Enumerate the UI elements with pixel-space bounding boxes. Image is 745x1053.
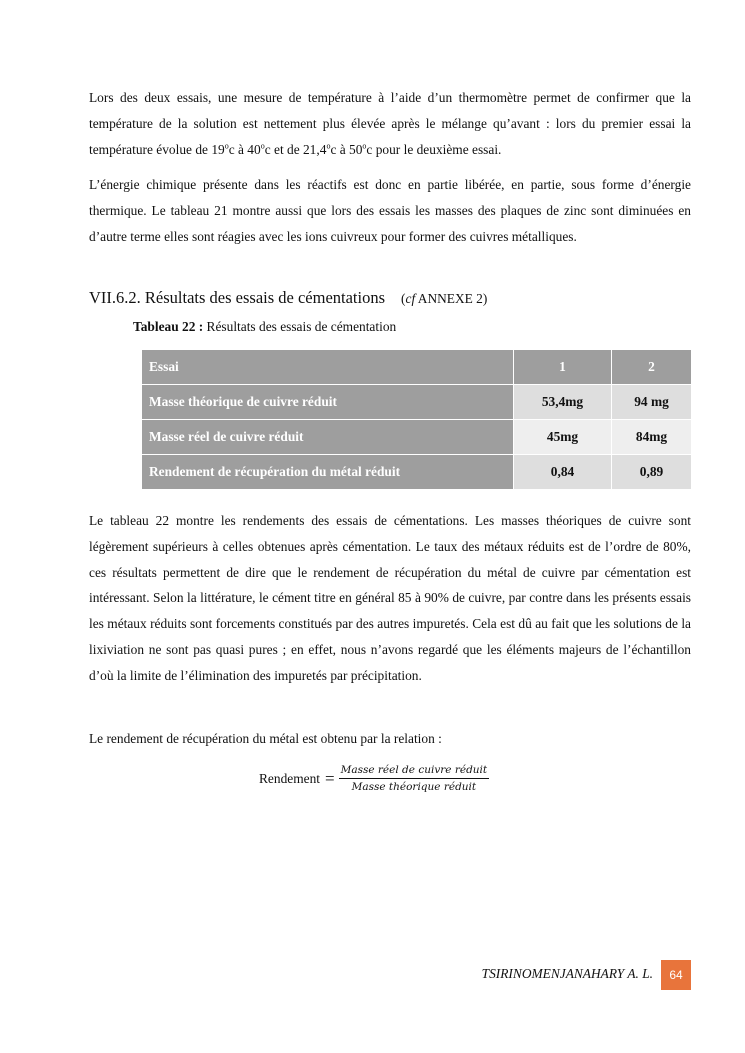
table-row (142, 455, 692, 490)
section-heading (89, 288, 487, 308)
paragraph-text: c à 50 (330, 141, 363, 157)
section-title: VII.6.2. Résultats des essais de cémentations (89, 288, 386, 307)
paragraph-energy: L’énergie chimique présente dans les réactifs est donc en partie libérée, en partie, sous forme d’énergie thermique. Le tableau 21 montre aussi que lors des essais les masses des plaques de zinc sont diminuées en d’autre terme elles sont réagies avec les ions cuivreux pour former des cuivres métalliques. (89, 177, 691, 244)
degree-mark: o (362, 141, 367, 151)
paragraph-text: c pour le deuxième essai. (366, 141, 502, 157)
caption-text: Résultats des essais de cémentation (203, 319, 397, 334)
paragraph-discussion: Le tableau 22 montre les rendements des essais de cémentations. Les masses théoriques de cuivre sont légèrement supérieurs à celles obtenues après cémentation. Le taux des métaux réduits est de l’ordre de 80%, ces résultats permettent de dire que le rendement de récupération du métal de cuivre par cémentation est intéressant. Selon la littérature, le cément titre en général 85 à 90% de cuivre, par contre dans les présents essais les métaux réduits sont forcements constitués par des autres impuretés. Cela est dû au fait que les solutions de la lixiviation ne sont pas quasi pures ; en effet, nous n’avons regardé que les éléments majeurs de l’échantillon d’où la limite de l’élimination des impuretés par précipitation. (89, 513, 691, 683)
row-value-essai-1: 0,84 (514, 455, 612, 490)
paragraph-temperature (89, 85, 691, 162)
header-cell-essai: Essai (142, 350, 514, 385)
paragraph-formula-intro: Le rendement de récupération du métal est obtenu par la relation : (89, 731, 442, 746)
degree-mark: o (224, 141, 229, 151)
row-value-essai-2: 84mg (612, 420, 692, 455)
row-label: Masse théorique de cuivre réduit (142, 385, 514, 420)
table-row (142, 420, 692, 455)
page-number-badge: 64 (661, 960, 691, 990)
annex-ref-rest: ANNEXE 2) (415, 291, 488, 306)
formula-equals: = (324, 768, 335, 788)
degree-mark: o (260, 141, 265, 151)
paragraph-text: c et de 21,4 (264, 141, 327, 157)
formula-denominator: Masse théorique réduit (351, 781, 477, 793)
results-table (141, 349, 692, 490)
header-cell-1: 1 (514, 350, 612, 385)
table-row (142, 385, 692, 420)
row-value-essai-1: 45mg (514, 420, 612, 455)
footer-author: TSIRINOMENJANAHARY A. L. (481, 966, 653, 981)
annex-ref-cf: cf (405, 291, 416, 306)
row-value-essai-1: 53,4mg (514, 385, 612, 420)
table-caption (133, 319, 396, 335)
yield-formula (259, 764, 489, 793)
row-value-essai-2: 0,89 (612, 455, 692, 490)
row-label: Rendement de récupération du métal réduit (142, 455, 514, 490)
annex-ref-open: ( (401, 291, 406, 306)
formula-numerator: Masse réel de cuivre réduit (339, 764, 490, 779)
row-label: Masse réel de cuivre réduit (142, 420, 514, 455)
formula-fraction (339, 764, 490, 793)
row-value-essai-2: 94 mg (612, 385, 692, 420)
degree-mark: o (326, 141, 331, 151)
caption-label: Tableau 22 : (133, 319, 204, 334)
annex-reference (401, 291, 487, 306)
paragraph-text: Lors des deux essais, une mesure de température à l’aide d’un thermomètre permet de confirmer que la température de la solution est nettement plus élevée après le mélange qu’avant : lors du premier essai la température évolue de 19 (89, 90, 691, 157)
header-cell-2: 2 (612, 350, 692, 385)
table-header-row (142, 350, 692, 385)
paragraph-text: c à 40 (228, 141, 261, 157)
formula-lhs: Rendement (259, 770, 320, 786)
